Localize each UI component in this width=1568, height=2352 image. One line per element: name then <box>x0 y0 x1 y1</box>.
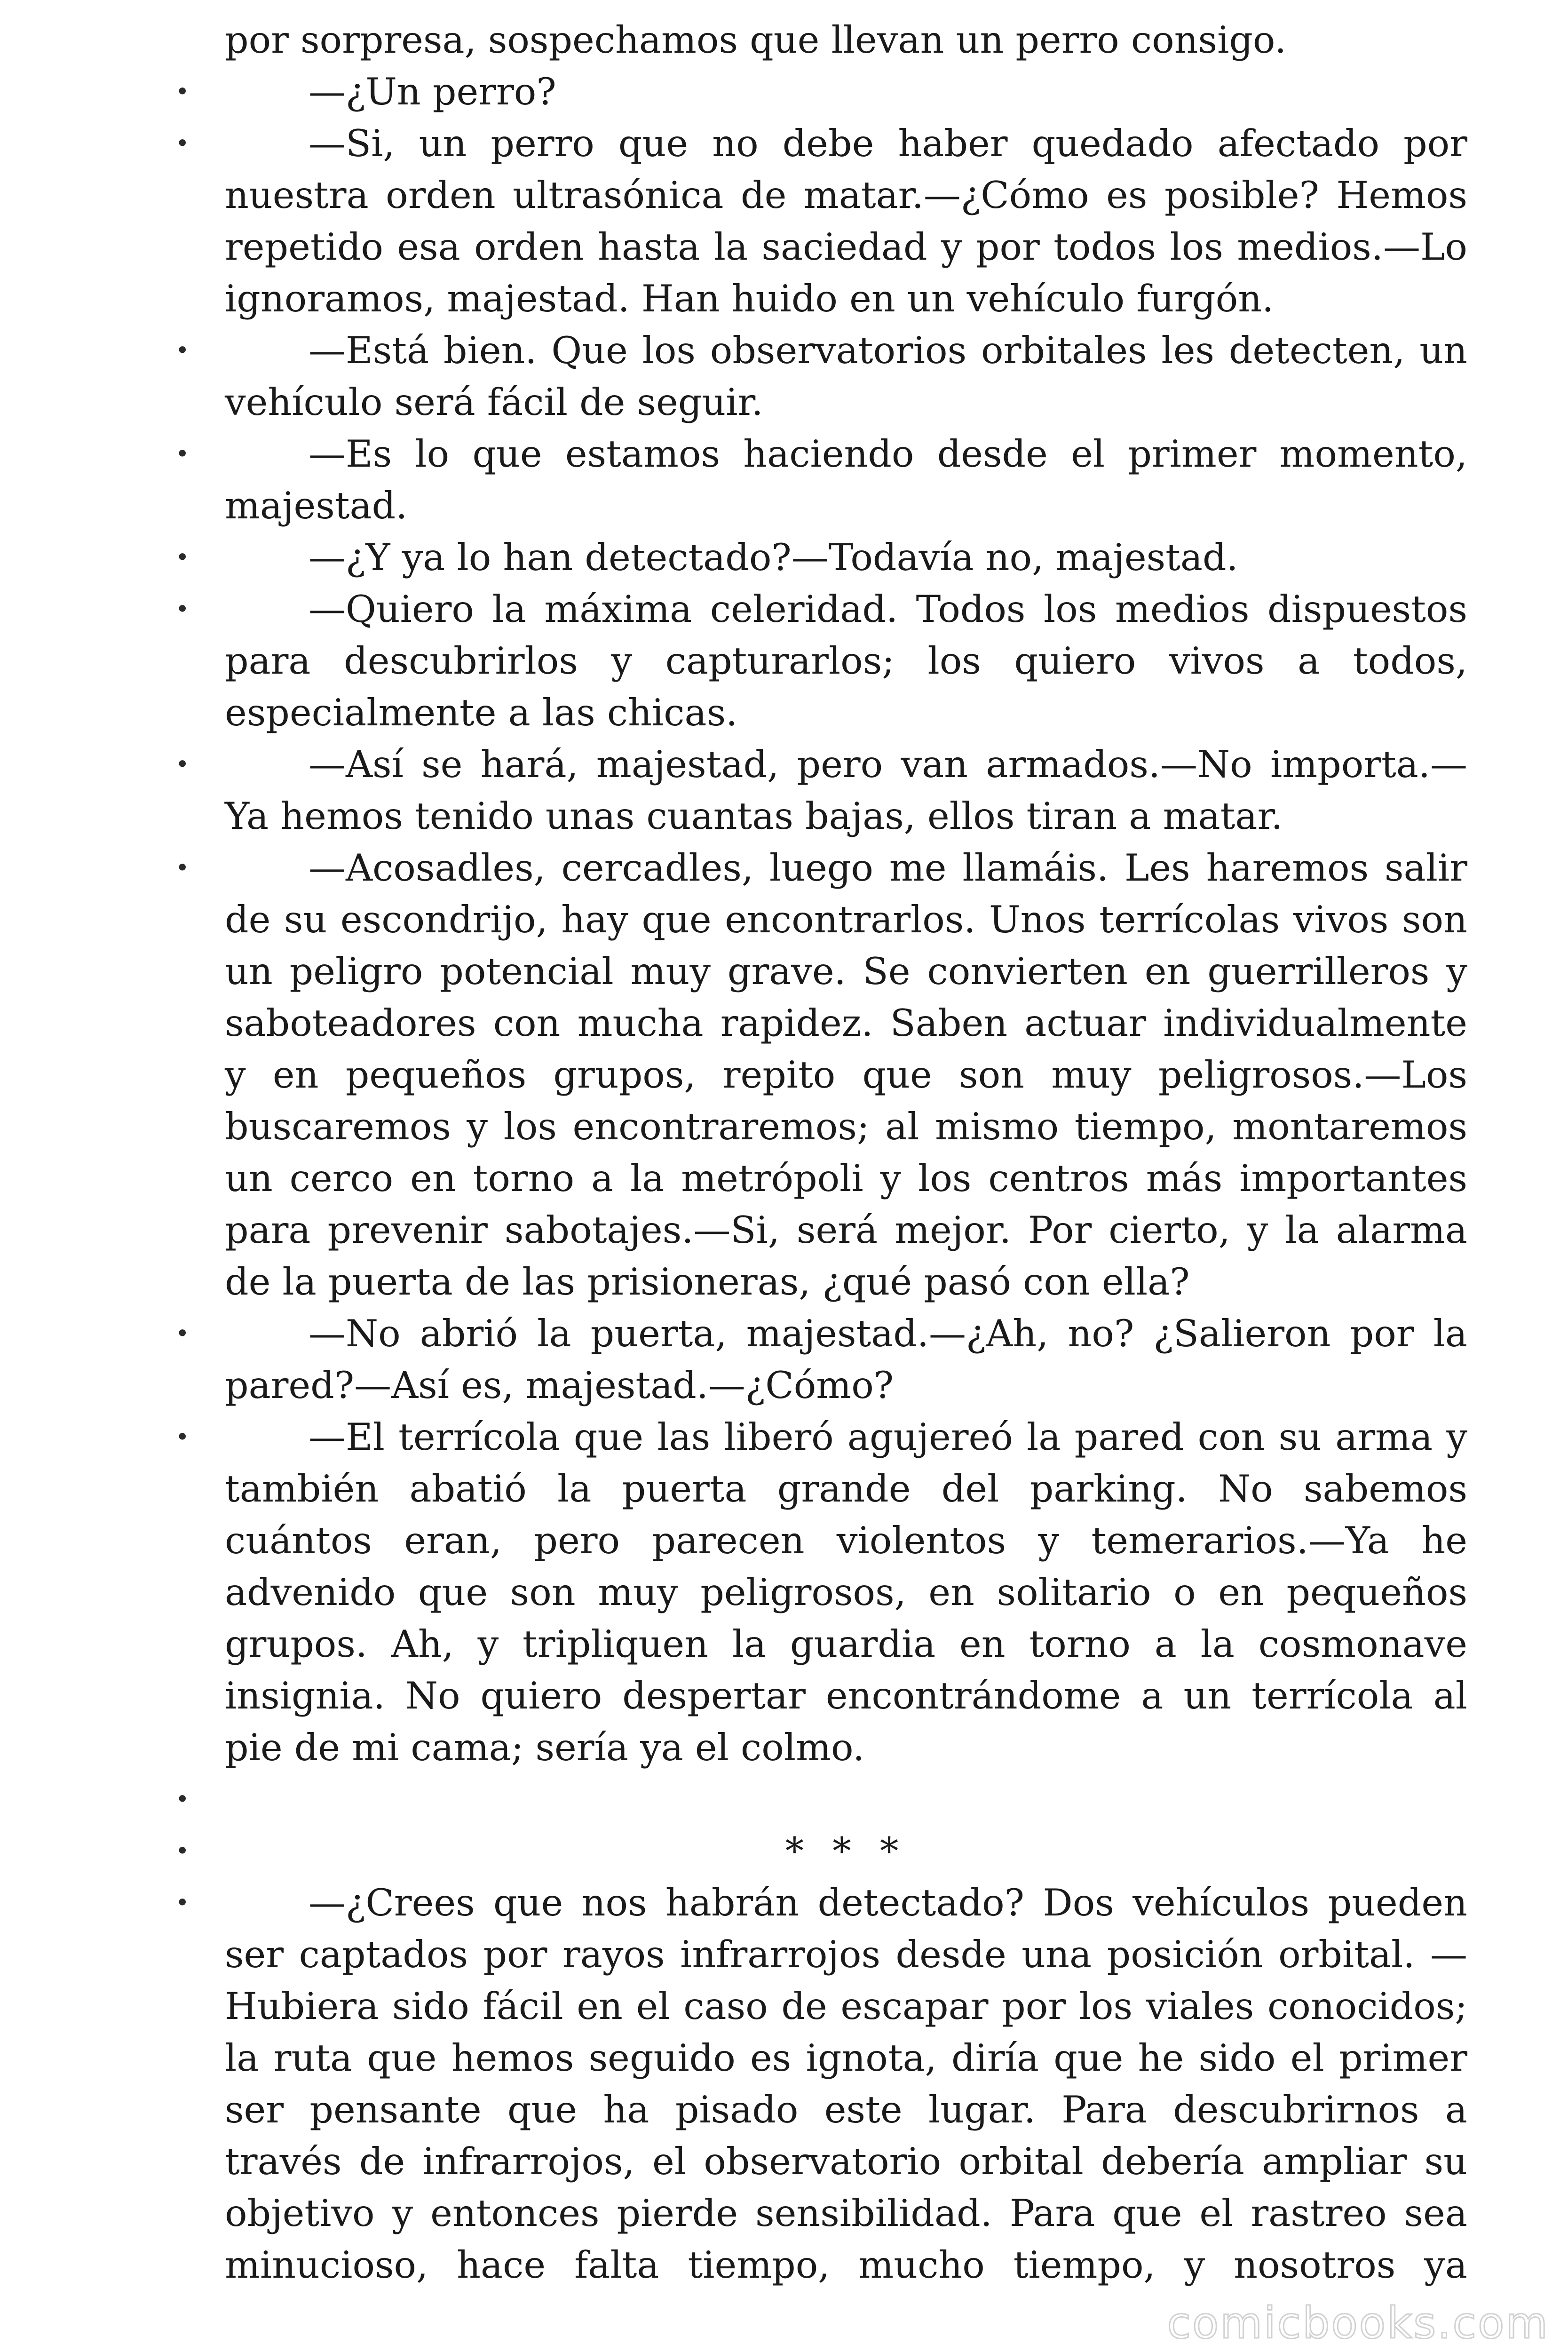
paragraph <box>175 1411 1467 1773</box>
paragraph <box>175 66 1467 118</box>
bullet-icon: • <box>175 596 190 623</box>
bullet-icon: • <box>175 1423 190 1451</box>
section-separator <box>175 1825 1467 1877</box>
bullet-icon: • <box>175 337 190 364</box>
bullet-icon: • <box>175 78 190 105</box>
paragraph <box>175 1877 1467 2291</box>
paragraph-text: —¿Y ya lo han detectado?—Todavía no, majestad. <box>309 536 1238 579</box>
bullet-icon: • <box>175 1786 190 1813</box>
paragraph-text: —Acosadles, cercadles, luego me llamáis. Les haremos salir de su escondrijo, hay que encontrarlos. Unos terrícolas vivos son un peligro potencial muy grave. Se convierten en guerrilleros y saboteadores con mucha rapidez. Saben actuar individualmente y en pequeños grupos, repito que son muy peligrosos.—Los buscaremos y los encontraremos; al mismo tiempo, montaremos un cerco en torno a la metrópoli y los centros más importantes para prevenir sabotajes.—Si, será mejor. Por cierto, y la alarma de la puerta de las prisioneras, ¿qué pasó con ella? <box>225 846 1467 1303</box>
bullet-icon: • <box>175 440 190 468</box>
text-column <box>175 14 1467 2291</box>
bullet-icon: • <box>175 1889 190 1916</box>
paragraph-text: —Quiero la máxima celeridad. Todos los medios dispuestos para descubrirlos y capturarlos; los quiero vivos a todos, especialmente a las chicas. <box>225 588 1467 734</box>
watermark-logo: comicbooks.com <box>1167 2298 1549 2348</box>
paragraph <box>175 428 1467 532</box>
paragraph-text: —El terrícola que las liberó agujereó la pared con su arma y también abatió la puerta grande del parking. No sabemos cuántos eran, pero parecen violentos y temerarios.—Ya he advenido que son muy peligrosos, en solitario o en pequeños grupos. Ah, y tripliquen la guardia en torno a la cosmonave insignia. No quiero despertar encontrándome a un terrícola al pie de mi cama; sería ya el colmo. <box>225 1415 1467 1769</box>
paragraph-text: —Está bien. Que los observatorios orbitales les detecten, un vehículo será fácil de seguir. <box>225 329 1467 424</box>
paragraph-text: —¿Crees que nos habrán detectado? Dos vehículos pueden ser captados por rayos infrarrojos desde una posición orbital. —Hubiera sido fácil en el caso de escapar por los viales conocidos; la ruta que hemos seguido es ignota, diría que he sido el primer ser pensante que ha pisado este lugar. Para descubrirnos a través de infrarrojos, el observatorio orbital debería ampliar su objetivo y entonces pierde sensibilidad. Para que el rastreo sea minucioso, hace falta tiempo, mucho tiempo, y nosotros ya <box>225 1881 1467 2287</box>
bullet-icon: • <box>175 130 190 157</box>
paragraph-text: —Si, un perro que no debe haber quedado afectado por nuestra orden ultrasónica de matar.—¿Cómo es posible? Hemos repetido esa orden hasta la saciedad y por todos los medios.—Lo ignoramos, majestad. Han huido en un vehículo furgón. <box>225 122 1467 320</box>
paragraph <box>175 739 1467 842</box>
bullet-icon: • <box>175 751 190 778</box>
paragraph-text: —Así se hará, majestad, pero van armados.—No importa.— Ya hemos tenido unas cuantas bajas, ellos tiran a matar. <box>225 743 1467 838</box>
separator-text: * * * <box>785 1829 907 1873</box>
paragraph <box>175 325 1467 428</box>
paragraph-text: —¿Un perro? <box>309 70 556 113</box>
empty-paragraph <box>175 1773 1467 1825</box>
paragraph <box>175 532 1467 583</box>
paragraph <box>175 583 1467 739</box>
paragraph-text: —No abrió la puerta, majestad.—¿Ah, no? ¿Salieron por la pared?—Así es, majestad.—¿Cómo? <box>225 1312 1467 1407</box>
paragraph-text: —Es lo que estamos haciendo desde el primer momento, majestad. <box>225 432 1467 527</box>
bullet-icon: • <box>175 544 190 571</box>
paragraph-text: por sorpresa, sospechamos que llevan un perro consigo. <box>225 18 1287 62</box>
paragraph <box>175 1308 1467 1411</box>
bullet-icon: • <box>175 1320 190 1347</box>
paragraph-continuation <box>225 14 1467 66</box>
bullet-icon: • <box>175 854 190 882</box>
bullet-icon: • <box>175 1837 198 1865</box>
paragraph <box>175 842 1467 1308</box>
paragraph <box>175 118 1467 325</box>
